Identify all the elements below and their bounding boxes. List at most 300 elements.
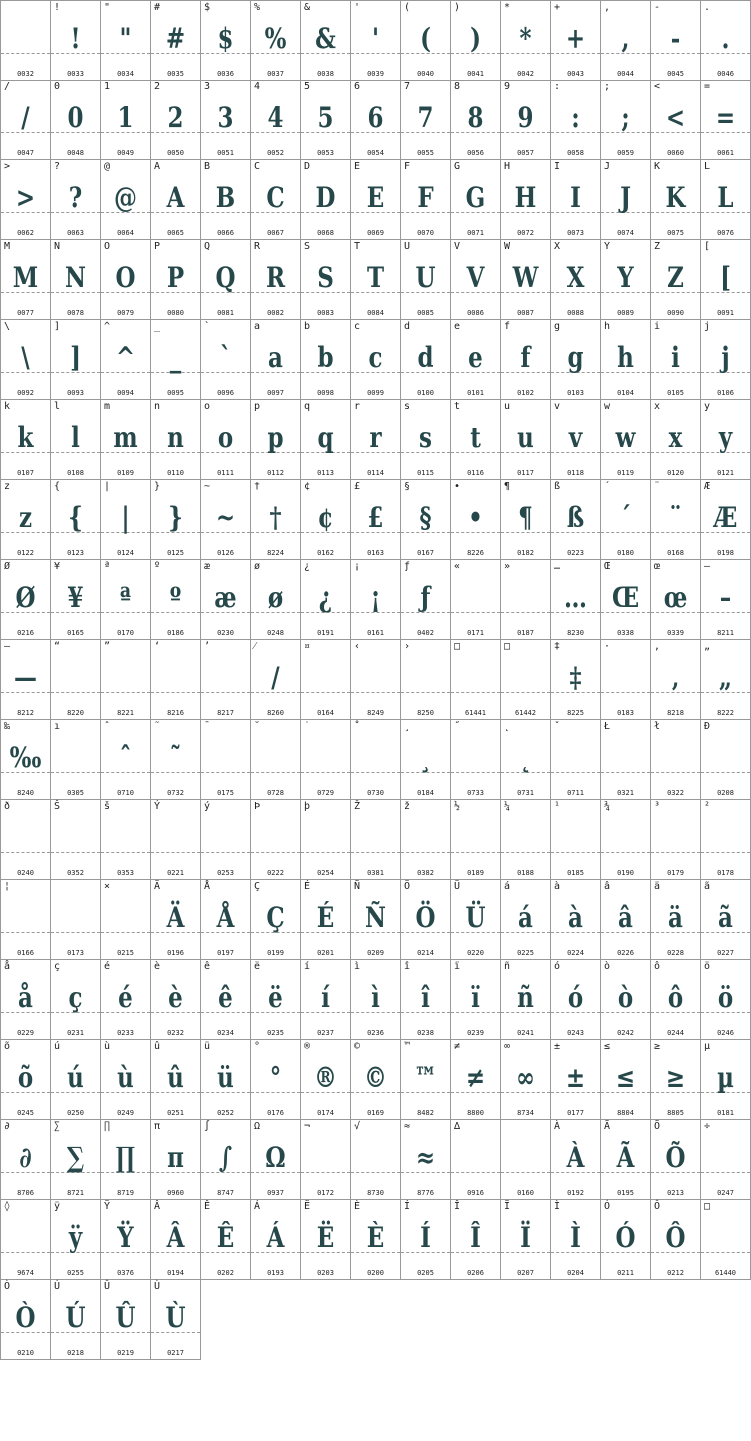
glyph-cell bbox=[651, 80, 701, 160]
glyph-sample: Å bbox=[216, 901, 235, 934]
glyph-cell bbox=[151, 1120, 201, 1200]
glyph-label: ¢ bbox=[304, 481, 311, 492]
glyph-label: 3 bbox=[204, 81, 211, 92]
glyph-label: e bbox=[454, 321, 461, 332]
glyph-code: 8212 bbox=[17, 709, 34, 717]
glyph-cell bbox=[201, 320, 251, 400]
glyph-sample: D bbox=[315, 181, 336, 214]
glyph-sample: = bbox=[715, 101, 736, 134]
glyph-label: K bbox=[654, 161, 661, 172]
glyph-sample: m bbox=[113, 421, 138, 454]
glyph-label: _ bbox=[154, 321, 161, 332]
glyph-sample: \ bbox=[21, 341, 30, 374]
glyph-code: 8240 bbox=[17, 789, 34, 797]
glyph-label: ’ bbox=[204, 641, 211, 652]
glyph-code: 0228 bbox=[667, 949, 684, 957]
glyph-code: 0167 bbox=[417, 549, 434, 557]
glyph-sample bbox=[105, 660, 145, 696]
glyph-cell bbox=[351, 1040, 401, 1120]
glyph-label: £ bbox=[354, 481, 361, 492]
glyph-cell bbox=[151, 0, 201, 81]
glyph-sample: a bbox=[268, 341, 283, 374]
glyph-cell bbox=[301, 320, 351, 400]
glyph-code: 0240 bbox=[17, 869, 34, 877]
glyph-sample bbox=[655, 740, 695, 776]
glyph-code: 0061 bbox=[717, 149, 734, 157]
glyph-sample bbox=[305, 820, 345, 856]
glyph-cell bbox=[0, 1120, 51, 1200]
glyph-cell bbox=[351, 240, 401, 320]
glyph-cell bbox=[51, 0, 101, 81]
glyph-code: 0221 bbox=[167, 869, 184, 877]
glyph-sample: À bbox=[566, 1141, 585, 1174]
glyph-cell bbox=[451, 1200, 501, 1280]
glyph-sample: û bbox=[167, 1061, 184, 1094]
glyph-label: ƒ bbox=[404, 561, 411, 572]
glyph-cell bbox=[451, 480, 501, 560]
glyph-label: n bbox=[154, 401, 161, 412]
glyph-code: 0169 bbox=[367, 1109, 384, 1117]
glyph-sample bbox=[705, 1220, 745, 1256]
glyph-label: W bbox=[504, 241, 511, 252]
glyph-code: 0105 bbox=[667, 389, 684, 397]
glyph-label: » bbox=[504, 561, 511, 572]
glyph-sample: Æ bbox=[713, 501, 738, 534]
glyph-label: ł bbox=[654, 721, 661, 732]
glyph-label: ◊ bbox=[4, 1201, 11, 1212]
glyph-sample bbox=[605, 820, 645, 856]
glyph-label: ™ bbox=[404, 1041, 411, 1052]
glyph-sample: J bbox=[620, 181, 631, 214]
glyph-code: 8249 bbox=[367, 709, 384, 717]
glyph-sample: 4 bbox=[267, 101, 284, 134]
glyph-sample: A bbox=[166, 181, 185, 214]
glyph-cell bbox=[401, 1040, 451, 1120]
glyph-label: Đ bbox=[704, 721, 711, 732]
glyph-label: I bbox=[554, 161, 561, 172]
glyph-label: z bbox=[4, 481, 11, 492]
glyph-sample: ∫ bbox=[218, 1141, 233, 1174]
glyph-sample: — bbox=[14, 661, 37, 694]
glyph-sample: Ü bbox=[465, 901, 486, 934]
glyph-label: f bbox=[504, 321, 511, 332]
glyph-label: ) bbox=[454, 2, 461, 13]
glyph-code: 0246 bbox=[717, 1029, 734, 1037]
glyph-code: 0048 bbox=[67, 149, 84, 157]
glyph-code: 0085 bbox=[417, 309, 434, 317]
glyph-sample: @ bbox=[114, 181, 137, 214]
glyph-label: — bbox=[4, 641, 11, 652]
glyph-sample: n bbox=[167, 421, 184, 454]
glyph-sample bbox=[205, 660, 245, 696]
glyph-label: © bbox=[354, 1041, 361, 1052]
glyph-cell bbox=[51, 720, 101, 800]
glyph-sample: / bbox=[271, 661, 280, 694]
glyph-label: Ô bbox=[654, 1201, 661, 1212]
glyph-cell bbox=[201, 800, 251, 880]
glyph-code: 0040 bbox=[417, 70, 434, 78]
glyph-code: 0068 bbox=[317, 229, 334, 237]
glyph-code: 0088 bbox=[567, 309, 584, 317]
glyph-cell bbox=[351, 160, 401, 240]
glyph-sample bbox=[305, 740, 345, 776]
glyph-cell bbox=[51, 80, 101, 160]
glyph-code: 0916 bbox=[467, 1189, 484, 1197]
glyph-sample: ¸ bbox=[419, 741, 432, 774]
glyph-label: - bbox=[654, 2, 661, 13]
glyph-label: Õ bbox=[654, 1121, 661, 1132]
glyph-code: 0164 bbox=[317, 709, 334, 717]
glyph-code: 0194 bbox=[167, 1269, 184, 1277]
glyph-sample: Z bbox=[667, 261, 684, 294]
glyph-cell bbox=[501, 0, 551, 81]
glyph-cell bbox=[601, 560, 651, 640]
glyph-cell bbox=[151, 560, 201, 640]
glyph-cell bbox=[401, 160, 451, 240]
glyph-row bbox=[0, 1120, 751, 1200]
glyph-label: ¥ bbox=[54, 561, 61, 572]
glyph-sample bbox=[255, 740, 295, 776]
glyph-label: p bbox=[254, 401, 261, 412]
glyph-code: 0201 bbox=[317, 949, 334, 957]
glyph-sample: ‡ bbox=[569, 661, 582, 694]
glyph-sample bbox=[505, 660, 545, 696]
glyph-code: 0189 bbox=[467, 869, 484, 877]
glyph-label: C bbox=[254, 161, 261, 172]
glyph-label: ( bbox=[404, 2, 411, 13]
glyph-cell bbox=[601, 480, 651, 560]
glyph-label: Y bbox=[604, 241, 611, 252]
glyph-sample: ‚ bbox=[671, 661, 680, 694]
glyph-sample: ê bbox=[218, 981, 233, 1014]
glyph-sample: ¶ bbox=[518, 501, 533, 534]
glyph-sample: 6 bbox=[367, 101, 384, 134]
glyph-code: 0206 bbox=[467, 1269, 484, 1277]
glyph-label: F bbox=[404, 161, 411, 172]
glyph-sample bbox=[5, 21, 45, 57]
glyph-code: 0211 bbox=[617, 1269, 634, 1277]
glyph-label: A bbox=[154, 161, 161, 172]
glyph-sample: 2 bbox=[167, 101, 184, 134]
glyph-cell bbox=[551, 0, 601, 81]
glyph-sample bbox=[105, 900, 145, 936]
glyph-code: 0058 bbox=[567, 149, 584, 157]
glyph-label: ¨ bbox=[654, 481, 661, 492]
glyph-label: 9 bbox=[504, 81, 511, 92]
glyph-label: % bbox=[254, 2, 261, 13]
glyph-cell bbox=[701, 320, 751, 400]
glyph-code: 0109 bbox=[117, 469, 134, 477]
glyph-label: U bbox=[404, 241, 411, 252]
glyph-label: µ bbox=[704, 1041, 711, 1052]
glyph-cell bbox=[401, 560, 451, 640]
glyph-sample: & bbox=[315, 22, 336, 55]
glyph-sample: § bbox=[419, 501, 432, 534]
glyph-cell bbox=[451, 960, 501, 1040]
glyph-cell bbox=[101, 400, 151, 480]
glyph-cell bbox=[0, 0, 51, 81]
glyph-sample bbox=[455, 580, 495, 616]
glyph-cell bbox=[351, 880, 401, 960]
glyph-code: 0073 bbox=[567, 229, 584, 237]
glyph-cell bbox=[451, 80, 501, 160]
glyph-cell bbox=[251, 80, 301, 160]
glyph-cell bbox=[401, 80, 451, 160]
glyph-cell bbox=[101, 0, 151, 81]
glyph-sample: ≠ bbox=[465, 1061, 486, 1094]
glyph-sample bbox=[455, 740, 495, 776]
glyph-label: $ bbox=[204, 2, 211, 13]
glyph-row bbox=[0, 880, 751, 960]
glyph-label: è bbox=[154, 961, 161, 972]
glyph-sample: Ô bbox=[665, 1221, 686, 1254]
glyph-code: 0232 bbox=[167, 1029, 184, 1037]
glyph-cell bbox=[251, 160, 301, 240]
glyph-cell bbox=[0, 240, 51, 320]
glyph-label: ú bbox=[54, 1041, 61, 1052]
glyph-code: 0111 bbox=[217, 469, 234, 477]
glyph-label: \ bbox=[4, 321, 11, 332]
glyph-code: 0235 bbox=[267, 1029, 284, 1037]
glyph-label: ˛ bbox=[504, 721, 511, 732]
glyph-label: / bbox=[4, 81, 11, 92]
glyph-sample: ? bbox=[68, 181, 83, 214]
glyph-row bbox=[0, 720, 751, 800]
glyph-label: } bbox=[154, 481, 161, 492]
glyph-cell bbox=[151, 320, 201, 400]
glyph-label: Š bbox=[54, 801, 61, 812]
glyph-label: J bbox=[604, 161, 611, 172]
glyph-code: 0247 bbox=[717, 1189, 734, 1197]
glyph-sample: Ó bbox=[615, 1221, 636, 1254]
glyph-cell bbox=[51, 960, 101, 1040]
glyph-label: ñ bbox=[504, 961, 511, 972]
glyph-code: 0078 bbox=[67, 309, 84, 317]
glyph-code: 0160 bbox=[517, 1189, 534, 1197]
glyph-cell bbox=[601, 1040, 651, 1120]
glyph-sample bbox=[505, 1140, 545, 1176]
glyph-sample: T bbox=[366, 261, 385, 294]
glyph-cell bbox=[151, 880, 201, 960]
glyph-cell bbox=[201, 1200, 251, 1280]
glyph-code: 0382 bbox=[417, 869, 434, 877]
glyph-cell bbox=[301, 960, 351, 1040]
glyph-label: , bbox=[604, 2, 611, 13]
glyph-code: 0227 bbox=[717, 949, 734, 957]
glyph-cell bbox=[101, 80, 151, 160]
glyph-cell bbox=[351, 80, 401, 160]
glyph-cell bbox=[651, 560, 701, 640]
glyph-cell bbox=[0, 160, 51, 240]
glyph-label: ç bbox=[54, 961, 61, 972]
glyph-label: ° bbox=[254, 1041, 261, 1052]
glyph-code: 0121 bbox=[717, 469, 734, 477]
glyph-label: ‹ bbox=[354, 641, 361, 652]
glyph-cell bbox=[151, 960, 201, 1040]
glyph-cell bbox=[701, 480, 751, 560]
glyph-code: 0044 bbox=[617, 70, 634, 78]
glyph-code: 0098 bbox=[317, 389, 334, 397]
glyph-cell bbox=[451, 720, 501, 800]
glyph-sample: Y bbox=[617, 261, 634, 294]
glyph-code: 0186 bbox=[167, 629, 184, 637]
glyph-label: Ê bbox=[204, 1201, 211, 1212]
glyph-code: 0233 bbox=[117, 1029, 134, 1037]
glyph-cell bbox=[101, 800, 151, 880]
glyph-sample: p bbox=[267, 421, 284, 454]
glyph-code: 0711 bbox=[567, 789, 584, 797]
glyph-sample: K bbox=[665, 181, 686, 214]
glyph-label: j bbox=[704, 321, 711, 332]
glyph-code: 0181 bbox=[717, 1109, 734, 1117]
glyph-code: 0205 bbox=[417, 1269, 434, 1277]
glyph-code: 0106 bbox=[717, 389, 734, 397]
glyph-label: … bbox=[554, 561, 561, 572]
glyph-label: ´ bbox=[604, 481, 611, 492]
glyph-label: ¸ bbox=[404, 721, 411, 732]
glyph-code: 0087 bbox=[517, 309, 534, 317]
glyph-code: 0126 bbox=[217, 549, 234, 557]
glyph-code: 0231 bbox=[67, 1029, 84, 1037]
glyph-sample bbox=[155, 660, 195, 696]
glyph-cell bbox=[151, 1280, 201, 1360]
glyph-cell bbox=[301, 1040, 351, 1120]
glyph-code: 0305 bbox=[67, 789, 84, 797]
glyph-label: Ä bbox=[154, 881, 161, 892]
glyph-sample: ™ bbox=[414, 1061, 437, 1094]
glyph-cell bbox=[551, 960, 601, 1040]
glyph-label: ∑ bbox=[54, 1121, 61, 1132]
glyph-code: 0120 bbox=[667, 469, 684, 477]
glyph-cell bbox=[551, 320, 601, 400]
glyph-sample: 8 bbox=[467, 101, 484, 134]
glyph-sample: É bbox=[316, 901, 335, 934]
glyph-code: 0226 bbox=[617, 949, 634, 957]
glyph-label: Z bbox=[654, 241, 661, 252]
glyph-label: □ bbox=[504, 641, 511, 652]
glyph-label: ∞ bbox=[504, 1041, 511, 1052]
glyph-code: 8217 bbox=[217, 709, 234, 717]
glyph-code: 0207 bbox=[517, 1269, 534, 1277]
glyph-cell bbox=[401, 1200, 451, 1280]
glyph-row bbox=[0, 240, 751, 320]
glyph-cell bbox=[651, 720, 701, 800]
glyph-cell bbox=[651, 880, 701, 960]
glyph-label: ¿ bbox=[304, 561, 311, 572]
glyph-code: 0214 bbox=[417, 949, 434, 957]
glyph-cell bbox=[251, 0, 301, 81]
glyph-code: 0249 bbox=[117, 1109, 134, 1117]
glyph-code: 0114 bbox=[367, 469, 384, 477]
glyph-sample bbox=[455, 1140, 495, 1176]
glyph-cell bbox=[101, 720, 151, 800]
glyph-label: ⁄ bbox=[254, 641, 256, 652]
glyph-sample: o bbox=[217, 421, 234, 454]
glyph-cell bbox=[451, 0, 501, 81]
glyph-code: 0046 bbox=[717, 70, 734, 78]
glyph-cell bbox=[251, 640, 301, 720]
glyph-cell bbox=[551, 560, 601, 640]
glyph-label: S bbox=[304, 241, 311, 252]
glyph-cell bbox=[701, 880, 751, 960]
glyph-sample: 5 bbox=[317, 101, 334, 134]
glyph-cell bbox=[451, 800, 501, 880]
glyph-sample: ß bbox=[566, 501, 585, 534]
glyph-cell bbox=[651, 1200, 701, 1280]
glyph-label: ` bbox=[204, 321, 211, 332]
glyph-code: 0123 bbox=[67, 549, 84, 557]
glyph-cell bbox=[701, 560, 751, 640]
glyph-cell bbox=[401, 800, 451, 880]
glyph-sample: ì bbox=[371, 981, 380, 1014]
glyph-sample: / bbox=[21, 101, 30, 134]
glyph-cell bbox=[651, 1040, 701, 1120]
glyph-sample: Õ bbox=[665, 1141, 686, 1174]
glyph-code: 0093 bbox=[67, 389, 84, 397]
glyph-cell bbox=[501, 1200, 551, 1280]
glyph-sample: Q bbox=[215, 261, 236, 294]
glyph-cell bbox=[101, 1200, 151, 1280]
glyph-cell bbox=[101, 1120, 151, 1200]
glyph-sample: r bbox=[369, 421, 382, 454]
glyph-code: 0050 bbox=[167, 149, 184, 157]
glyph-code: 0074 bbox=[617, 229, 634, 237]
glyph-cell bbox=[401, 1120, 451, 1200]
glyph-code: 0117 bbox=[517, 469, 534, 477]
glyph-label: P bbox=[154, 241, 161, 252]
glyph-sample: ∑ bbox=[66, 1141, 85, 1174]
glyph-sample: h bbox=[617, 341, 634, 374]
glyph-cell bbox=[501, 240, 551, 320]
glyph-cell bbox=[451, 1120, 501, 1200]
glyph-cell bbox=[251, 480, 301, 560]
glyph-cell bbox=[601, 80, 651, 160]
glyph-label: ˘ bbox=[254, 721, 261, 732]
glyph-sample bbox=[155, 820, 195, 856]
glyph-label: ¶ bbox=[504, 481, 511, 492]
glyph-sample: ˆ bbox=[119, 741, 132, 774]
glyph-cell bbox=[551, 480, 601, 560]
glyph-sample: á bbox=[518, 901, 533, 934]
glyph-code: 0047 bbox=[17, 149, 34, 157]
glyph-sample: Ï bbox=[520, 1221, 531, 1254]
glyph-sample: ô bbox=[667, 981, 684, 1014]
glyph-code: 0057 bbox=[517, 149, 534, 157]
glyph-cell bbox=[301, 880, 351, 960]
glyph-sample: ñ bbox=[517, 981, 534, 1014]
glyph-label: î bbox=[404, 961, 411, 972]
glyph-label: ª bbox=[104, 561, 111, 572]
glyph-code: 0071 bbox=[467, 229, 484, 237]
glyph-sample bbox=[355, 820, 395, 856]
glyph-code: 0238 bbox=[417, 1029, 434, 1037]
glyph-code: 0178 bbox=[717, 869, 734, 877]
glyph-cell bbox=[0, 640, 51, 720]
glyph-cell bbox=[51, 640, 101, 720]
glyph-cell bbox=[401, 0, 451, 81]
glyph-sample bbox=[555, 740, 595, 776]
glyph-sample: – bbox=[719, 581, 732, 614]
glyph-code: 0103 bbox=[567, 389, 584, 397]
glyph-code: 8225 bbox=[567, 709, 584, 717]
glyph-cell bbox=[0, 400, 51, 480]
glyph-cell bbox=[151, 1200, 201, 1280]
glyph-sample: Û bbox=[115, 1301, 136, 1334]
glyph-label: Ω bbox=[254, 1121, 261, 1132]
glyph-label: à bbox=[554, 881, 561, 892]
glyph-sample: " bbox=[119, 22, 132, 55]
glyph-code: 0086 bbox=[467, 309, 484, 317]
